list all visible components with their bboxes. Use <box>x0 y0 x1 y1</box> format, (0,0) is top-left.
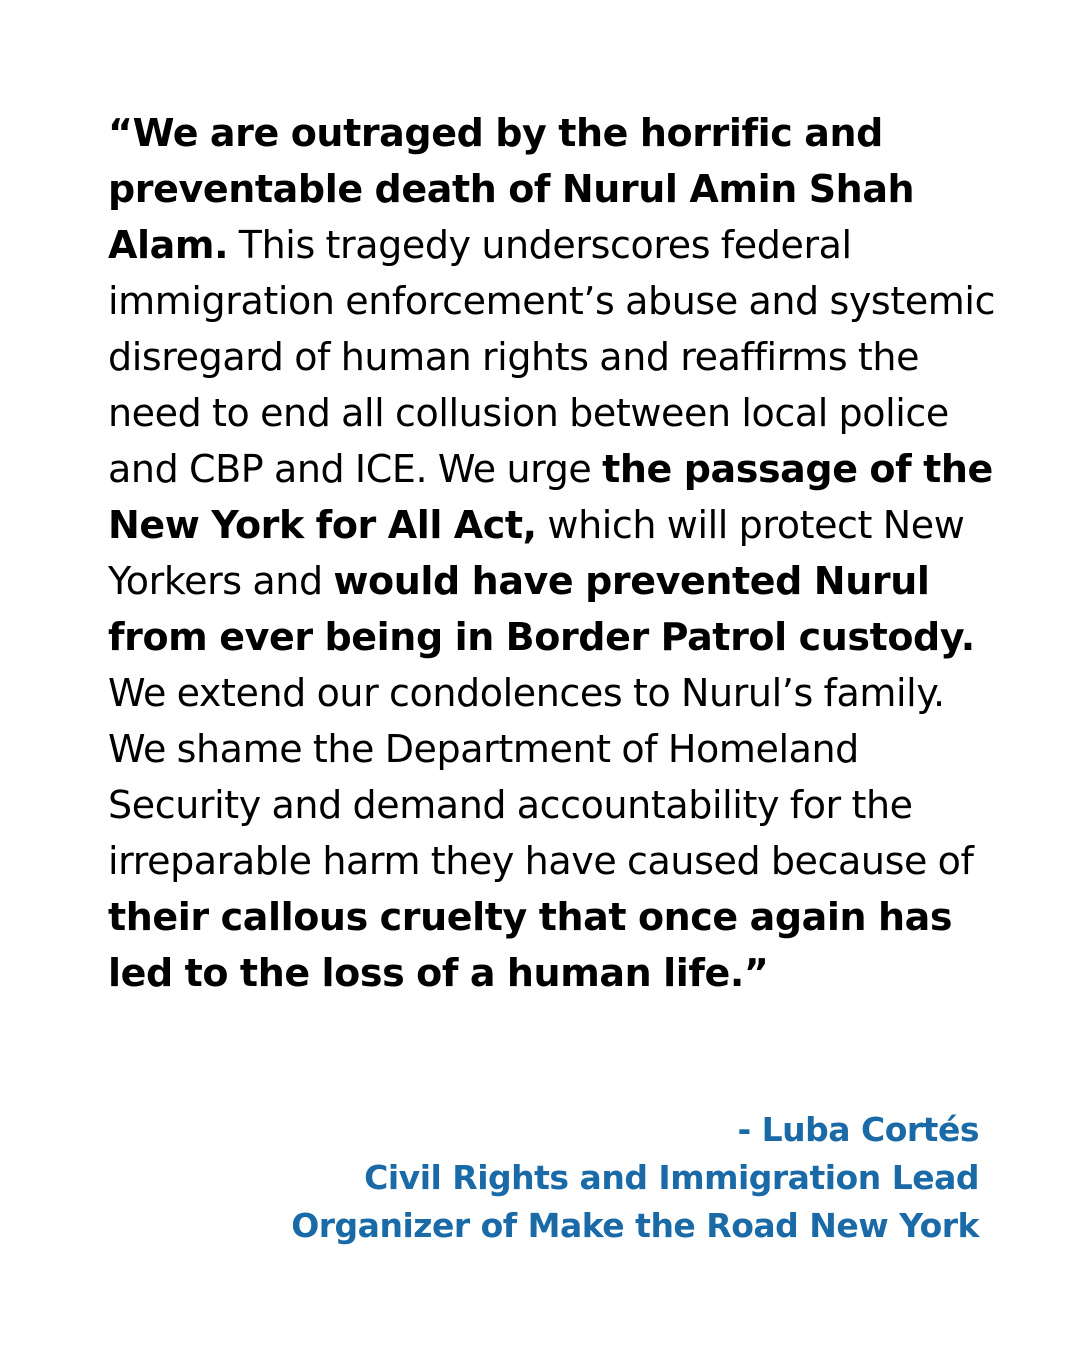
quote-segment-bold: their callous cruelty that once again has led to the loss of a human life.” <box>108 895 953 995</box>
attribution <box>291 1106 979 1250</box>
attribution-title-line2: Organizer of Make the Road New York <box>291 1206 979 1245</box>
quote-segment-regular: which will protect New Yorkers and <box>108 503 965 603</box>
quote-segment-bold: the passage of the New York for All Act, <box>108 447 993 547</box>
attribution-name: - Luba Cortés <box>737 1110 979 1149</box>
quote-segment-bold: “We are outraged by the horrific and preventable death of Nurul Amin Shah Alam. <box>108 111 915 267</box>
quote-segment-regular: This tragedy underscores federal immigration enforcement’s abuse and systemic disregard of human rights and reaffirms the need to end all collusion between local police and CBP and ICE. We urge <box>108 223 996 491</box>
attribution-title-line1: Civil Rights and Immigration Lead <box>364 1158 979 1197</box>
quote-segment-regular: We extend our condolences to Nurul’s family. We shame the Department of Homeland Security and demand accountability for the irreparable harm they have caused because of <box>108 671 974 883</box>
quote-segment-bold: would have prevented Nurul from ever being in Border Patrol custody. <box>108 559 975 659</box>
quote-text <box>108 105 1008 1001</box>
